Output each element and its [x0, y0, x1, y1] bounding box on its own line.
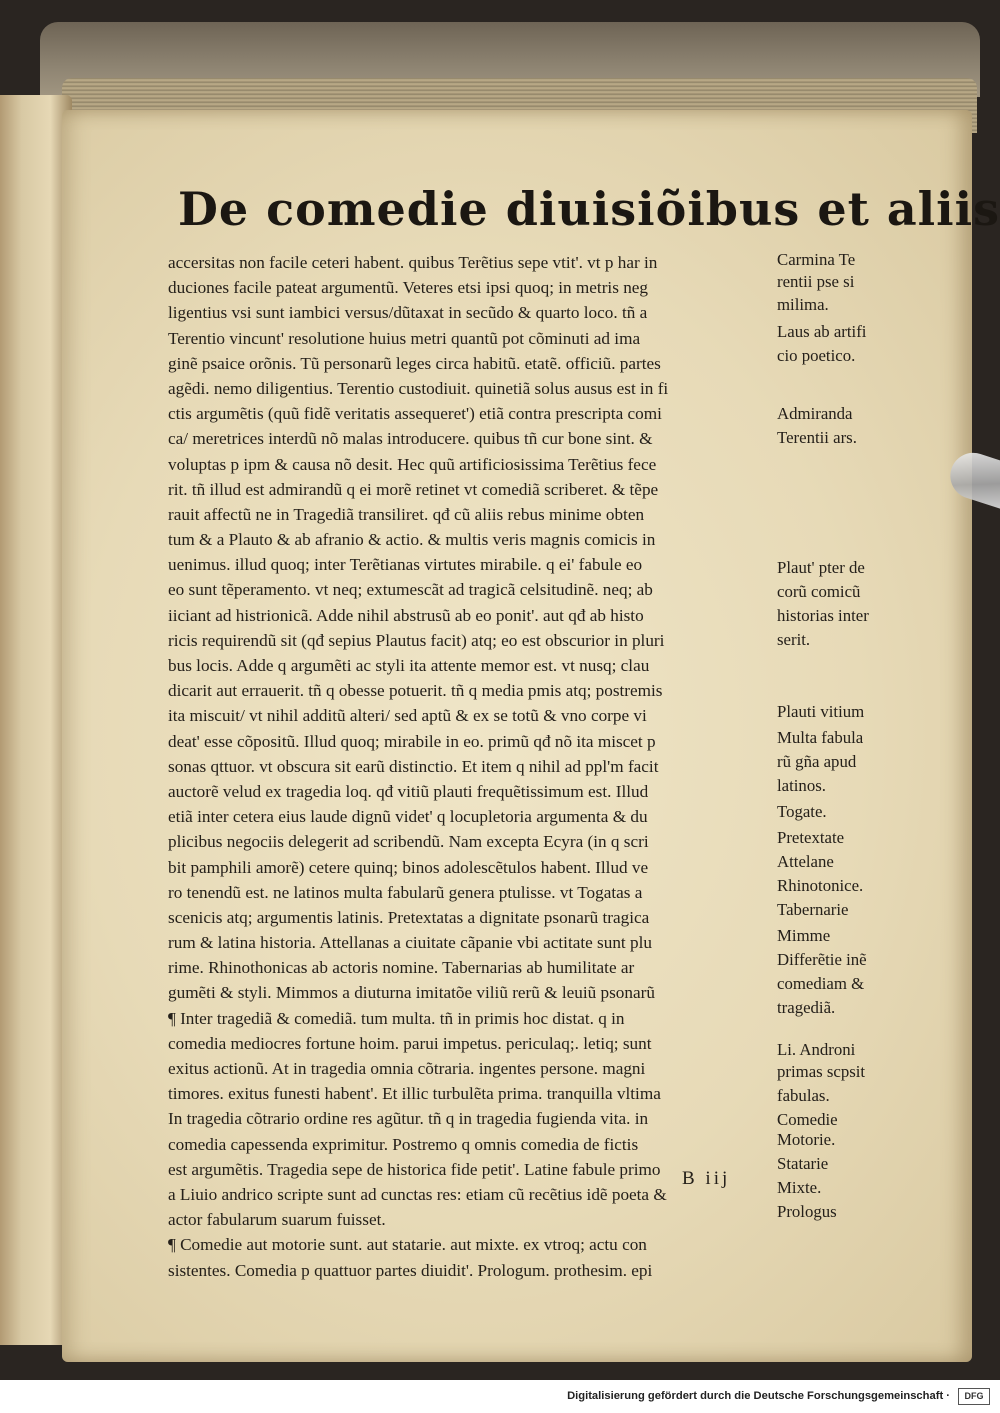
margin-note: Mixte. [777, 1178, 822, 1197]
text-line: agẽdi. nemo diligentius. Terentio custodiuit. quinetiã solus ausus est in fi [168, 378, 669, 398]
page-title: De comedie diuisiõibus et aliis [178, 182, 1000, 236]
text-line: eo sunt tẽperamento. vt neq; extumescãt ad tragicã celsitudinẽ. neq; ab [168, 580, 653, 600]
margin-note: Togate. [777, 802, 827, 821]
margin-note: tragediã. [777, 998, 836, 1017]
text-line: Terentio vincunt' resolutione huius metri quantũ pot cõminuti ad ima [168, 328, 641, 348]
text-line: est argumẽtis. Tragedia sepe de historica fide petit'. Latine fabule primo [168, 1159, 661, 1179]
margin-note: rentii pse si [777, 272, 855, 291]
margin-note: Terentii ars. [777, 428, 857, 447]
text-line: iiciant ad histrionicã. Adde nihil abstrusũ ab eo ponit'. aut qđ ab histo [168, 605, 644, 625]
margin-note: Prologus [777, 1202, 837, 1221]
margin-note: Statarie [777, 1154, 829, 1173]
text-line: actor fabularum suarum fuisset. [168, 1210, 386, 1230]
text-line: comedia mediocres fortune hoim. parui impetus. periculaq;. letiq; sunt [168, 1033, 652, 1053]
text-line: rauit affectũ ne in Tragediã transiliret. qđ cũ aliis rebus minime obten [168, 504, 645, 524]
text-line: ¶ Inter tragediã & comediã. tum multa. tñ in primis hoc distat. q in [168, 1008, 625, 1028]
margin-note: Tabernarie [777, 900, 849, 919]
text-line: ctis argumẽtis (quũ fidẽ veritatis assequeret') etiã contra prescripta comi [168, 404, 662, 424]
funding-notice: Digitalisierung gefördert durch die Deutsche Forschungsgemeinschaft · [567, 1390, 950, 1402]
margin-note: cio poetico. [777, 346, 856, 365]
margin-note: Attelane [777, 852, 834, 871]
text-line: ro tenendũ est. ne latinos multa fabularũ genera ptulisse. vt Togatas a [168, 882, 643, 902]
margin-note: Admiranda [777, 404, 853, 423]
text-line: gumẽti & styli. Mimmos a diuturna imitatõe viliũ rerũ & leuiũ psonarũ [168, 983, 655, 1003]
margin-note: Carmina Te [777, 250, 856, 269]
text-line: tum & a Plauto & ab afranio & actio. & multis veris magnis comicis in [168, 530, 656, 550]
text-line: accersitas non facile ceteri habent. quibus Terẽtius sepe vtit'. vt p har in [168, 253, 658, 272]
text-line: timores. exitus funesti habent'. Et illic turbulẽta prima. tranquilla vltima [168, 1084, 661, 1104]
margin-note: comediam & [777, 974, 865, 993]
text-line: duciones facile pateat argumentũ. Veteres etsi ipsi quoq; in metris neg [168, 278, 649, 298]
margin-note: milima. [777, 295, 829, 314]
footer-bar [0, 1380, 1000, 1413]
text-line: plicibus negociis delegerit ad scribendũ. Nam excepta Ecyra (in q scri [168, 832, 649, 852]
text-line: sonas qttuor. vt obscura sit earũ distinctio. Et item q nihil ad ppl'm facit [168, 756, 659, 776]
text-line: rum & latina historia. Attellanas a ciuitate cãpanie vbi actitate sunt plu [168, 933, 652, 953]
text-line: auctorẽ velud ex tragedia loq. qđ vitiũ plauti frequẽtissimum est. Illud [168, 781, 649, 801]
margin-note: Li. Androni [777, 1040, 856, 1059]
margin-note: Rhinotonice. [777, 876, 864, 895]
text-line: uenimus. illud quoq; inter Terẽtianas virtutes mirabile. q ei' fabule eo [168, 555, 643, 575]
margin-note: Mimme [777, 926, 831, 945]
text-line: In tragedia cõtrario ordine res agũtur. tñ q in tragedia fugienda vita. in [168, 1109, 649, 1129]
text-line: dicarit aut errauerit. tñ q obesse potuerit. tñ q media pmis atq; postremis [168, 681, 663, 701]
text-line: rime. Rhinothonicas ab actoris nomine. Tabernarias ab humilitate ar [168, 958, 635, 978]
text-line: ca/ meretrices interdũ nõ malas introducere. quibus tñ cur bone sint. & [168, 429, 653, 449]
text-line: rit. tñ illud est admirandũ q ei morẽ retinet vt comediã scriberet. & tẽpe [168, 479, 659, 499]
text-line: ita miscuit/ vt nihil additũ alteri/ sed aptũ & ex se totũ & vno corpe vi [168, 706, 647, 726]
margin-note: fabulas. [777, 1086, 830, 1105]
margin-note: Comedie [777, 1110, 838, 1129]
text-line: ¶ Comedie aut motorie sunt. aut statarie. aut mixte. ex vtroq; actu con [168, 1235, 647, 1255]
text-line: bus locis. Adde q argumẽti ac styli ita attente memor est. vt nusq; clau [168, 656, 650, 675]
margin-note: Pretextate [777, 828, 845, 847]
margin-note: rũ gña apud [777, 752, 857, 771]
text-line: etiã inter cetera eius laude dignũ videt' q locupletoria argumenta & du [168, 807, 648, 827]
text-line: ricis requirendũ sit (qđ sepius Plautus facit) atq; eo est obscurior in pluri [168, 630, 665, 650]
margin-note: latinos. [777, 776, 826, 795]
margin-note: corũ comicũ [777, 582, 861, 601]
margin-note: Plauti vitium [777, 702, 865, 721]
main-text-block [168, 250, 668, 1283]
text-line: scenicis atq; argumentis latinis. Pretextatas a dignitate psonarũ tragica [168, 907, 650, 927]
margin-note: Plaut' pter de [777, 558, 865, 577]
text-line: deat' esse cõpositũ. Illud quoq; mirabile in eo. primũ qđ nõ ita miscet p [168, 731, 656, 751]
margin-note: serit. [777, 630, 811, 649]
text-line: ligentius vsi sunt iambici versus/dũtaxat in secũdo & quarto loco. tñ a [168, 303, 648, 323]
text-line: exitus actionũ. At in tragedia omnia cõtraria. ingentes persone. magni [168, 1059, 646, 1078]
signature-mark: B iij [682, 1168, 731, 1189]
margin-note: historias inter [777, 606, 869, 625]
text-line: sistentes. Comedia p quattuor partes diuidit'. Prologum. prothesim. epi [168, 1260, 653, 1280]
margin-note: Laus ab artifi [777, 322, 867, 341]
margin-note: Multa fabula [777, 728, 864, 747]
margin-note: Motorie. [777, 1130, 836, 1149]
margin-note: primas scpsit [777, 1062, 866, 1081]
dfg-logo: DFG [958, 1388, 990, 1405]
text-line: a Liuio andrico scripte sunt ad cunctas res: etiam cũ recẽtius idẽ poeta & [168, 1184, 667, 1204]
text-line: ginẽ psaice orõnis. Tũ personarũ leges circa habitũ. etatẽ. officiũ. partes [168, 353, 661, 373]
margin-note: Differẽtie inẽ [777, 950, 867, 969]
text-line: comedia capessenda exprimitur. Postremo q omnis comedia de fictis [168, 1134, 639, 1154]
text-line: bit pamphili amorẽ) cetere quinq; binos adolescẽtulos habent. Illud ve [168, 857, 649, 877]
text-line: voluptas p ipm & causa nõ desit. Hec quũ artificiosissima Terẽtius fece [168, 454, 657, 474]
